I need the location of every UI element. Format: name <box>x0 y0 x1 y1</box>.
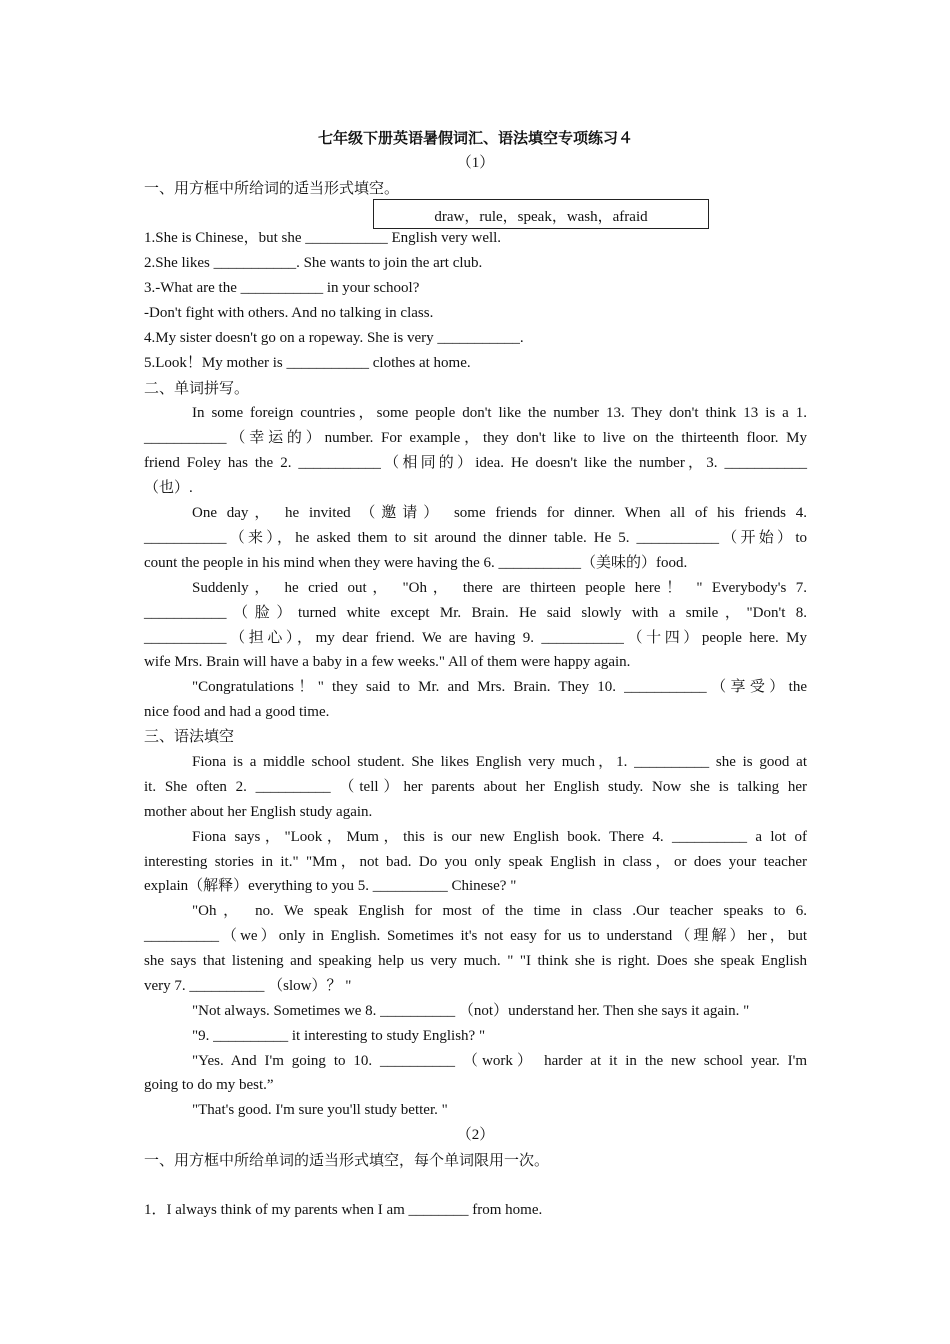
passage-2-line: （也）. <box>144 480 193 496</box>
passage-3-line: mother about her English study again. <box>144 804 373 820</box>
passage-3-line: "That's good. I'm sure you'll study better. " <box>192 1102 448 1118</box>
worksheet-title: 七年级下册英语暑假词汇、语法填空专项练习４ <box>317 129 633 147</box>
question-5: 5.Look！My mother is ___________ clothes at home. <box>144 355 471 371</box>
passage-2-line: ___________（来），he asked them to sit around the dinner table. He 5. ___________（开始）to <box>144 530 807 546</box>
passage-3-line: it. She often 2. __________ （tell）her parents about her English study. Now she is talking her <box>144 779 807 795</box>
section-1-heading: 一、用方框中所给词的适当形式填空。 <box>144 179 400 197</box>
question-2: 2.She likes ___________. She wants to join the art club. <box>144 255 483 271</box>
passage-2-line: One day， he invited （邀请） some friends for dinner. When all of his friends 4. <box>192 505 807 521</box>
passage-3-line: interesting stories in it." "Mm，not bad. Do you only speak English in class，or does your teacher <box>144 854 807 870</box>
section-2-heading: 二、单词拼写。 <box>144 379 250 397</box>
passage-3-line: explain（解释）everything to you 5. __________ Chinese? " <box>144 878 517 894</box>
part-2-question-1: 1．I always think of my parents when I am ________ from home. <box>144 1202 543 1218</box>
part-2-label: （2） <box>456 1127 495 1143</box>
question-3: 3.-What are the ___________ in your school? <box>144 280 420 296</box>
part-1-label: （1） <box>456 155 495 171</box>
passage-3-line: Fiona is a middle school student. She likes English very much，1. __________ she is good at <box>192 754 807 770</box>
word-box <box>373 199 709 229</box>
passage-2-line: Suddenly， he cried out， "Oh， there are thirteen people here！ " Everybody's 7. <box>192 580 807 596</box>
passage-2-line: ___________（担心），my dear friend. We are having 9. ___________（十四）people here. My <box>144 630 807 646</box>
section-4-heading: 一、用方框中所给单词的适当形式填空，每个单词限用一次。 <box>144 1151 550 1169</box>
passage-2-line: count the people in his mind when they were having the 6. ___________（美味的）food. <box>144 555 688 571</box>
question-1: 1.She is Chinese，but she ___________ English very well. <box>144 230 502 246</box>
question-4: 4.My sister doesn't go on a ropeway. She is very ___________. <box>144 330 524 346</box>
passage-2-line: ___________（脸）turned white except Mr. Brain. He said slowly with a smile，"Don't 8. <box>144 605 807 621</box>
passage-3-line: she says that listening and speaking help us very much. " "I think she is right. Does she speak English <box>144 953 807 969</box>
passage-3-line: "Not always. Sometimes we 8. __________ （not）understand her. Then she says it again. " <box>192 1003 750 1019</box>
passage-2-line: In some foreign countries，some people don't like the number 13. They don't think 13 is a 1. <box>192 405 807 421</box>
passage-2-line: "Congratulations！" they said to Mr. and Mrs. Brain. They 10. ___________（享受）the <box>192 679 807 695</box>
question-3-answer: -Don't fight with others. And no talking in class. <box>144 305 434 321</box>
passage-3-line: "Yes. And I'm going to 10. __________ （work） harder at it in the new school year. I'm <box>192 1053 807 1069</box>
passage-3-line: very 7. __________ （slow）？ " <box>144 978 352 994</box>
passage-3-line: going to do my best.” <box>144 1077 274 1093</box>
passage-3-line: Fiona says，"Look，Mum，this is our new English book. There 4. __________ a lot of <box>192 829 807 845</box>
word-box-words: draw，rule，speak，wash，afraid <box>434 209 648 225</box>
section-3-heading: 三、语法填空 <box>144 727 235 745</box>
passage-3-line: "9. __________ it interesting to study English? " <box>192 1028 486 1044</box>
passage-2-line: nice food and had a good time. <box>144 704 330 720</box>
passage-2-line: friend Foley has the 2. ___________（相同的）idea. He doesn't like the number，3. ___________ <box>144 455 807 471</box>
passage-3-line: __________（we）only in English. Sometimes it's not easy for us to understand（理解）her，but <box>144 928 807 944</box>
passage-2-line: ___________（幸运的）number. For example，they don't like to live on the thirteenth floor. My <box>144 430 807 446</box>
passage-3-line: "Oh， no. We speak English for most of the time in class .Our teacher speaks to 6. <box>192 903 807 919</box>
passage-2-line: wife Mrs. Brain will have a baby in a few weeks." All of them were happy again. <box>144 654 631 670</box>
